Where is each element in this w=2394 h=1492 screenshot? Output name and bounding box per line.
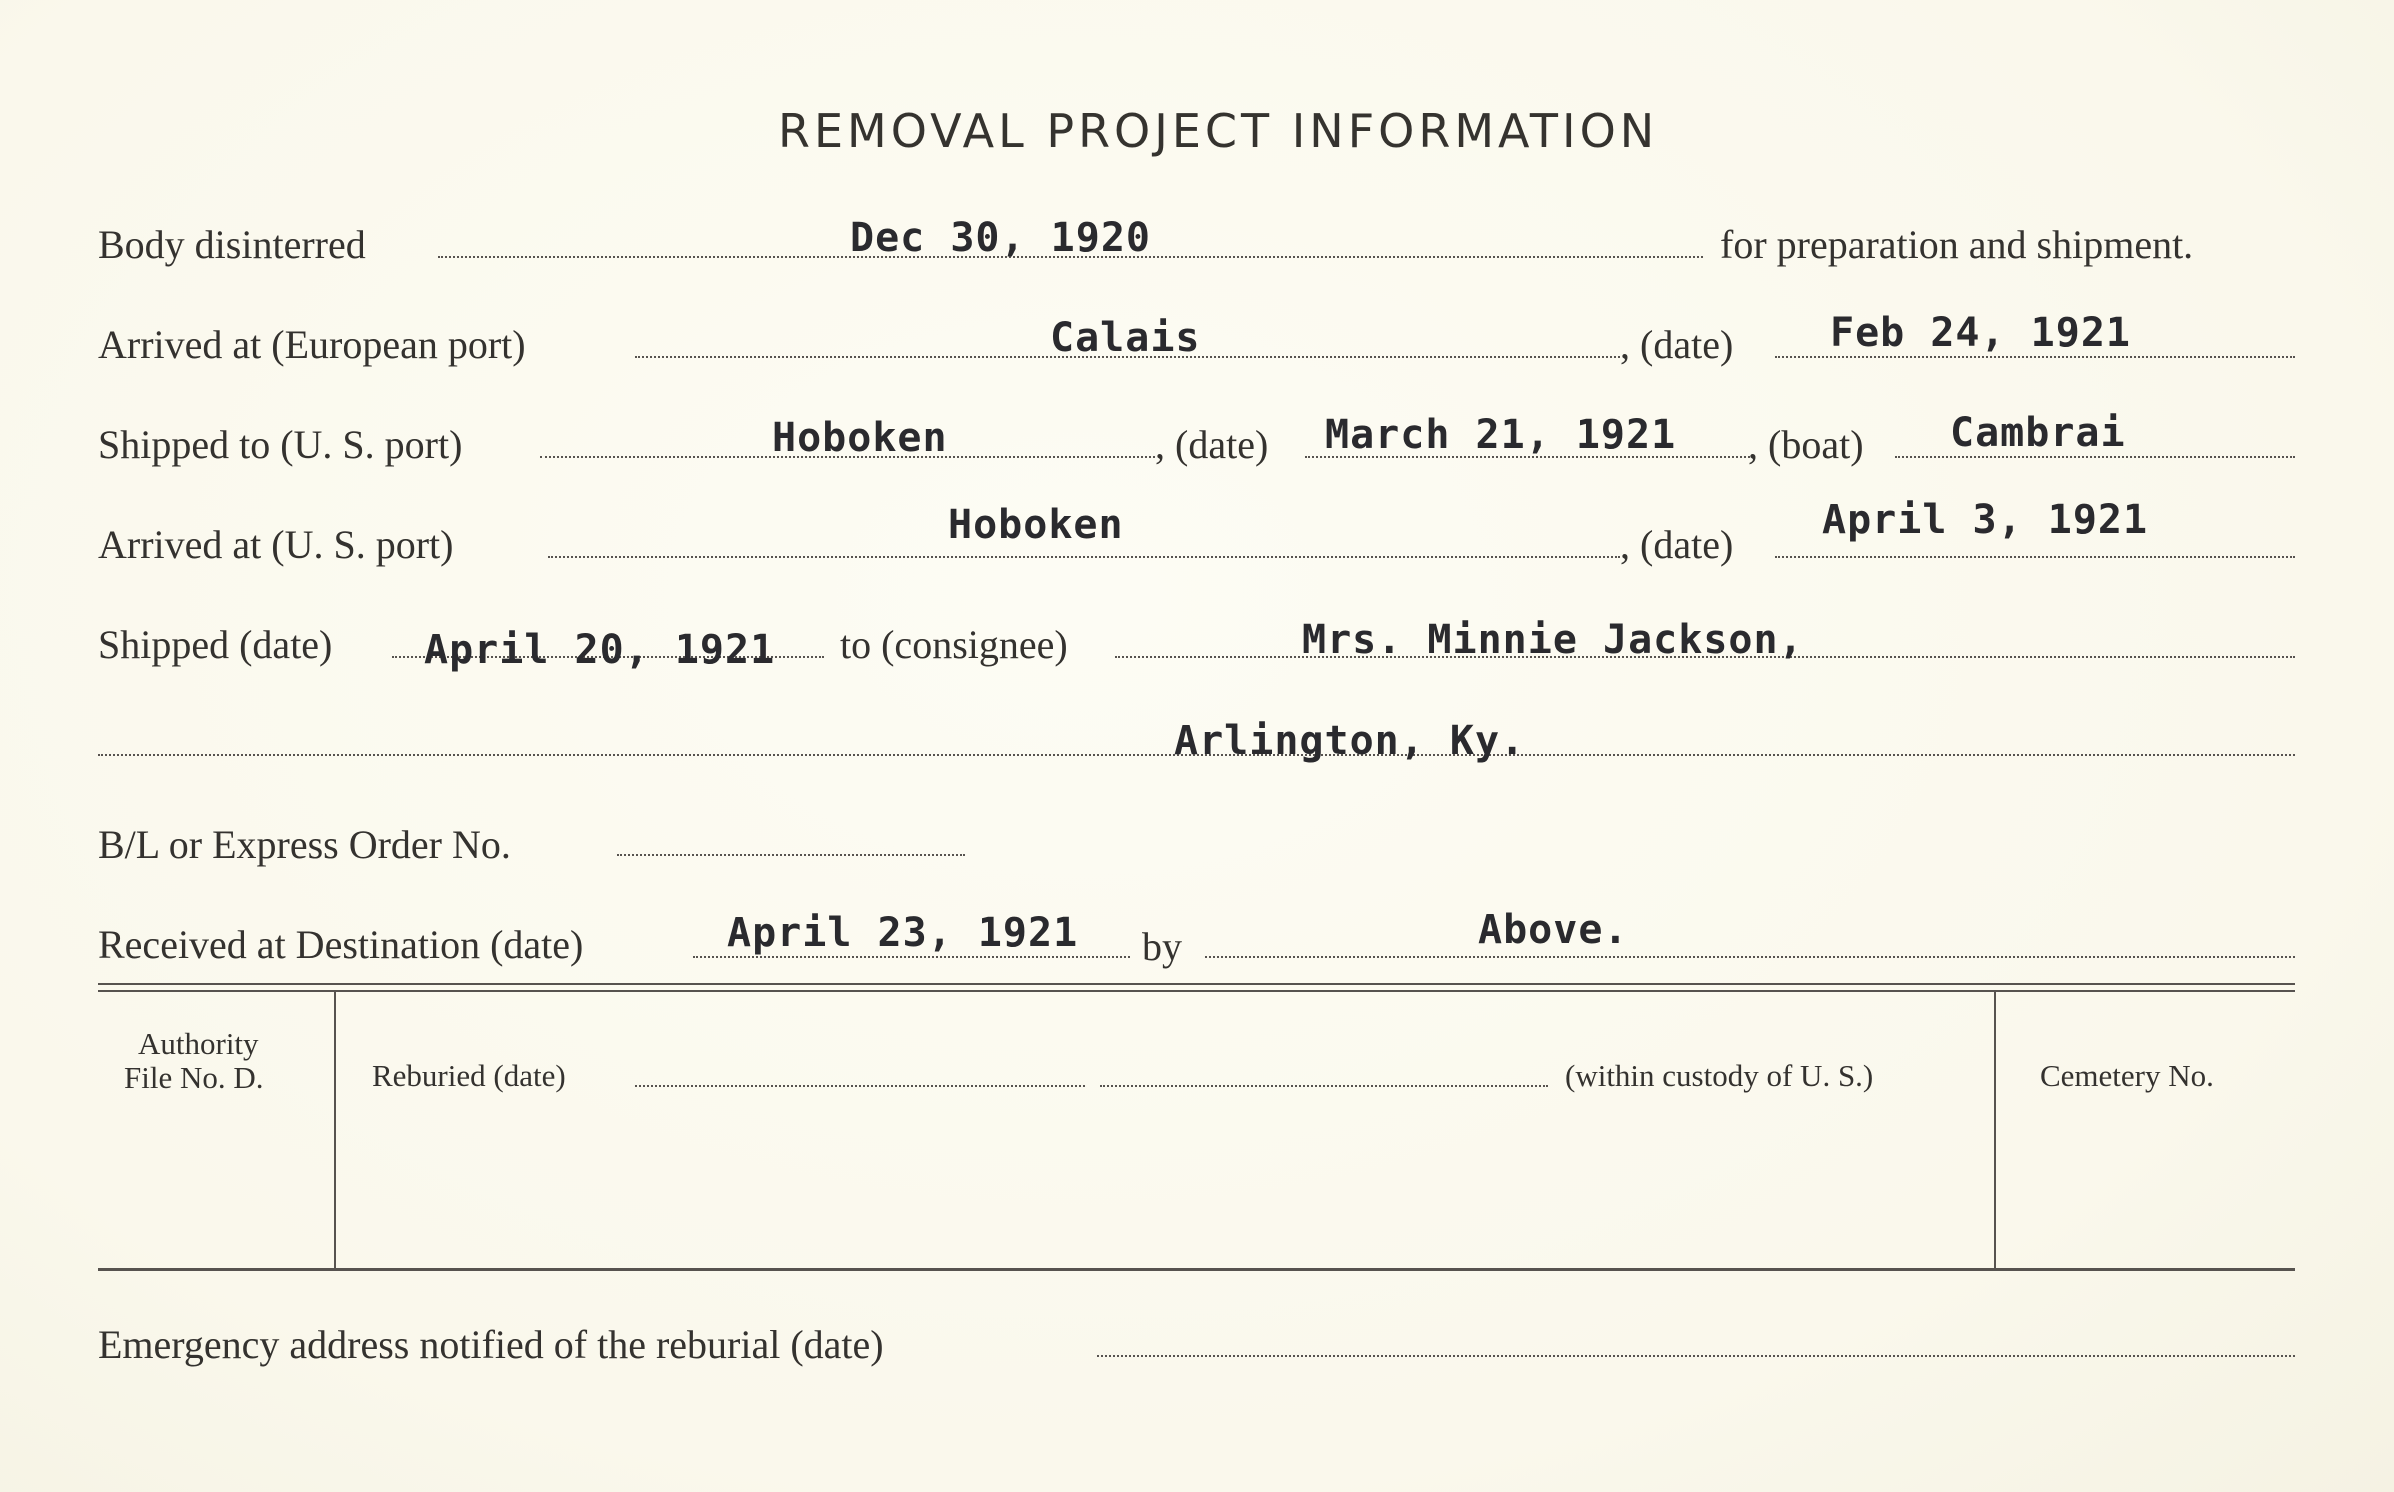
- shipped-label: Shipped (date): [98, 622, 333, 667]
- page-title: REMOVAL PROJECT INFORMATION: [778, 104, 1659, 158]
- arrived-european-date-label: , (date): [1620, 322, 1734, 367]
- arrived-us-value: Hoboken: [948, 502, 1124, 548]
- shipped-date-value: April 20, 1921: [424, 627, 776, 673]
- emergency-line: [1097, 1355, 2295, 1357]
- authority-label-line2: File No. D.: [124, 1060, 264, 1095]
- authority-label-line1: Authority: [138, 1026, 259, 1061]
- received-date-line: [693, 956, 1130, 958]
- arrived-us-date-line: [1775, 556, 2295, 558]
- received-date-value: April 23, 1921: [727, 910, 1079, 956]
- arrived-european-value: Calais: [1050, 315, 1201, 361]
- shipped-us-date-value: March 21, 1921: [1325, 412, 1677, 458]
- custody-label: (within custody of U. S.): [1565, 1058, 1874, 1093]
- box-top-rule: [98, 983, 2295, 985]
- consignee-label: to (consignee): [840, 622, 1068, 667]
- bl-order-label: B/L or Express Order No.: [98, 822, 511, 867]
- cemetery-number-label: Cemetery No.: [2040, 1058, 2214, 1093]
- box-bottom-rule: [98, 1268, 2295, 1271]
- received-by-label: by: [1142, 924, 1182, 969]
- bl-order-line: [617, 854, 965, 856]
- shipped-us-label: Shipped to (U. S. port): [98, 422, 463, 467]
- arrived-european-date-line: [1775, 356, 2295, 358]
- reburied-line-2: [1100, 1085, 1548, 1087]
- shipped-us-value: Hoboken: [772, 415, 948, 461]
- arrived-us-line: [548, 556, 1620, 558]
- consignee-value: Mrs. Minnie Jackson,: [1302, 617, 1804, 663]
- reburied-label: Reburied (date): [372, 1058, 566, 1093]
- arrived-us-label: Arrived at (U. S. port): [98, 522, 454, 567]
- received-by-line: [1205, 956, 2295, 958]
- arrived-european-label: Arrived at (European port): [98, 322, 526, 367]
- reburied-line-1: [635, 1085, 1085, 1087]
- disinterred-label: Body disinterred: [98, 222, 366, 267]
- shipped-us-boat-label: , (boat): [1748, 422, 1864, 467]
- arrived-european-date-value: Feb 24, 1921: [1830, 310, 2131, 356]
- address-value: Arlington, Ky.: [1174, 718, 1526, 764]
- shipped-us-boat-line: [1895, 456, 2295, 458]
- disinterred-suffix: for preparation and shipment.: [1720, 222, 2194, 267]
- emergency-label: Emergency address notified of the reburial (date): [98, 1322, 884, 1367]
- arrived-us-date-value: April 3, 1921: [1822, 497, 2149, 543]
- box-top-rule-2: [98, 990, 2295, 992]
- received-label: Received at Destination (date): [98, 922, 584, 967]
- arrived-us-date-label: , (date): [1620, 522, 1734, 567]
- received-by-value: Above.: [1478, 907, 1629, 953]
- disinterred-value: Dec 30, 1920: [850, 215, 1151, 261]
- shipped-us-boat-value: Cambrai: [1950, 410, 2126, 456]
- box-divider-left: [334, 992, 336, 1268]
- box-divider-right: [1994, 992, 1996, 1268]
- shipped-us-date-label: , (date): [1155, 422, 1269, 467]
